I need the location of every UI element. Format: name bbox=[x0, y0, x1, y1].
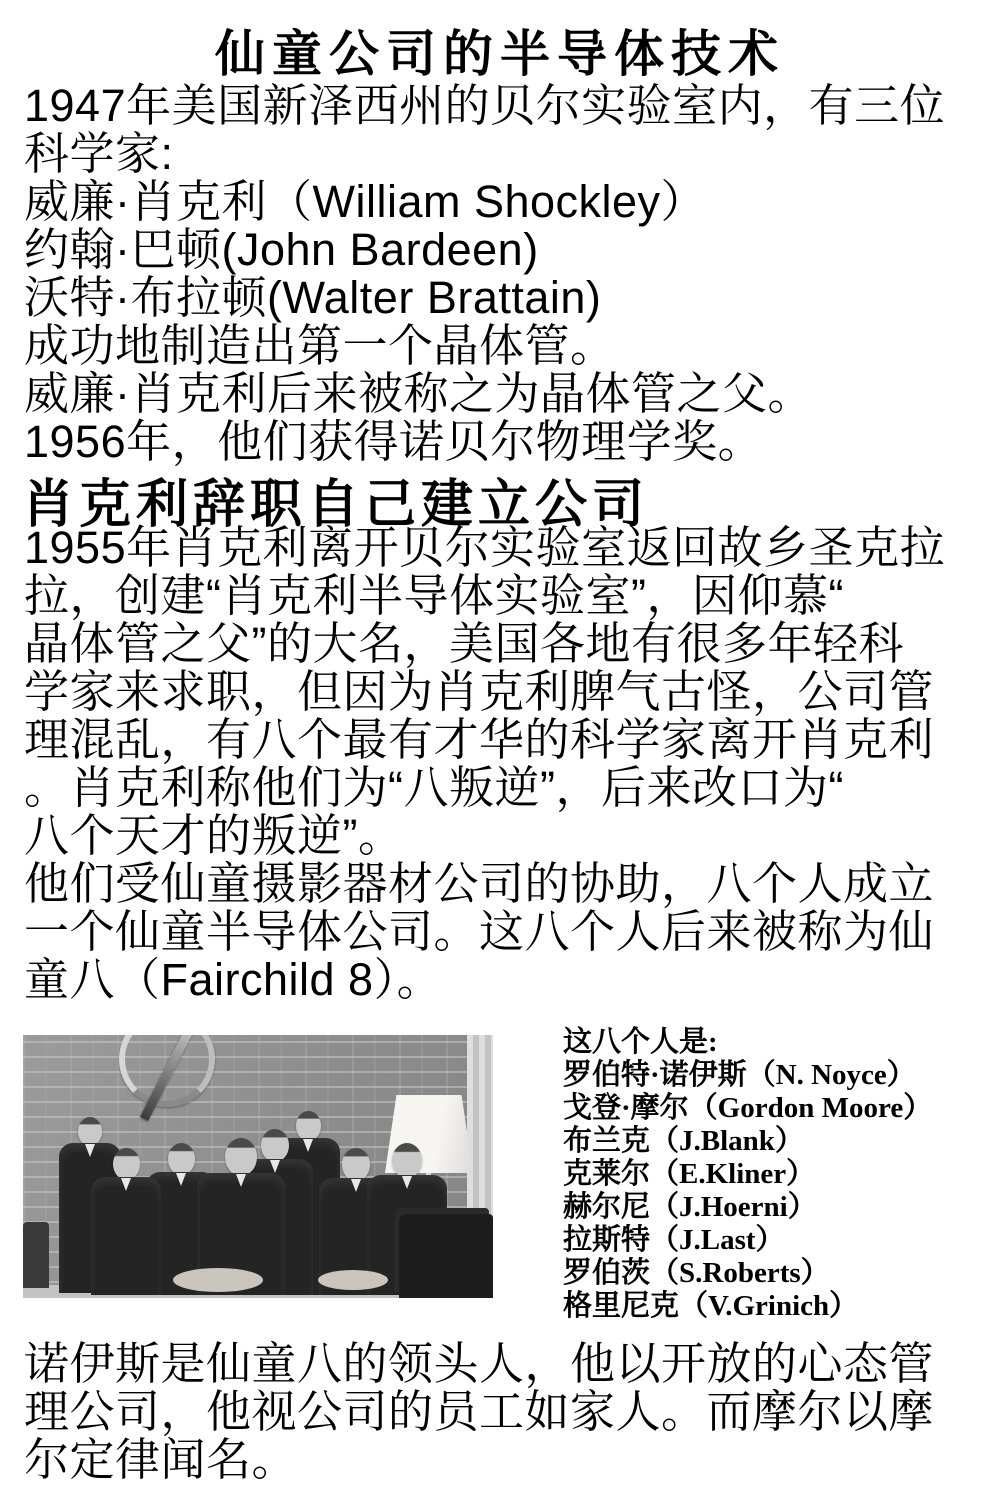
ottoman bbox=[318, 1270, 388, 1290]
section-heading: 肖克利辞职自己建立公司 bbox=[22, 477, 650, 534]
text-line: 成功地制造出第一个晶体管。 bbox=[24, 320, 616, 371]
founder-item: 布兰克（J.Blank） bbox=[563, 1125, 804, 1157]
section-paragraph bbox=[24, 524, 945, 1004]
person-head bbox=[225, 1138, 257, 1176]
founder-item: 克莱尔（E.Kliner） bbox=[563, 1158, 816, 1190]
text-line: 诺伊斯是仙童八的领头人，他以开放的心态管 bbox=[24, 1338, 935, 1389]
text-line: 1947年美国新泽西州的贝尔实验室内，有三位 bbox=[24, 80, 946, 131]
fairchild-eight-photo bbox=[23, 1035, 493, 1298]
armchair bbox=[399, 1214, 493, 1298]
text-line: 1956年，他们获得诺贝尔物理学奖。 bbox=[24, 416, 764, 467]
person-head bbox=[78, 1117, 102, 1146]
founder-item: 戈登·摩尔（Gordon Moore） bbox=[563, 1092, 933, 1124]
text-line: 。肖克利称他们为“八叛逆”，后来改口为“ bbox=[24, 762, 844, 813]
founder-item: 罗伯特·诺伊斯（N. Noyce） bbox=[563, 1059, 916, 1091]
founder-item: 罗伯茨（S.Roberts） bbox=[563, 1257, 830, 1289]
text-line: 理公司，他视公司的员工如家人。而摩尔以摩 bbox=[24, 1386, 935, 1437]
text-line: 一个仙童半导体公司。这八个人后来被称为仙 bbox=[24, 906, 935, 957]
text-line: 尔定律闻名。 bbox=[24, 1434, 298, 1485]
closing-paragraph bbox=[24, 1340, 934, 1484]
person-head bbox=[113, 1148, 140, 1180]
founder-item: 拉斯特（J.Last） bbox=[563, 1224, 785, 1256]
text-line: 童八（Fairchild 8）。 bbox=[24, 954, 443, 1005]
founders-list-intro: 这八个人是: bbox=[563, 1026, 718, 1058]
text-line: 晶体管之父”的大名，美国各地有很多年轻科 bbox=[24, 618, 904, 669]
text-line: 理混乱，有八个最有才华的科学家离开肖克利 bbox=[24, 714, 935, 765]
ottoman bbox=[173, 1268, 263, 1292]
text-line: 科学家: bbox=[24, 128, 174, 179]
text-line: 学家来求职，但因为肖克利脾气古怪，公司管 bbox=[24, 666, 935, 717]
founder-item: 格里尼克（V.Grinich） bbox=[563, 1290, 859, 1322]
text-line: 1955年肖克利离开贝尔实验室返回故乡圣克拉 bbox=[24, 522, 946, 573]
person-head bbox=[168, 1143, 195, 1175]
text-line: 拉，创建“肖克利半导体实验室”，因仰慕“ bbox=[24, 570, 844, 621]
founders-list bbox=[563, 1026, 932, 1323]
page-title: 仙童公司的半导体技术 bbox=[215, 26, 785, 82]
text-line: 威廉·肖克利后来被称之为晶体管之父。 bbox=[24, 368, 813, 419]
text-line: 沃特·布拉顿(Walter Brattain) bbox=[24, 272, 602, 323]
person-suit bbox=[91, 1177, 161, 1295]
intro-paragraph bbox=[24, 82, 945, 466]
person-head bbox=[342, 1148, 370, 1181]
text-line: 八个天才的叛逆”。 bbox=[24, 810, 404, 861]
text-line: 他们受仙童摄影器材公司的协助，八个人成立 bbox=[24, 858, 935, 909]
person-head bbox=[392, 1143, 422, 1178]
person-figure bbox=[91, 1148, 161, 1295]
text-line: 约翰·巴顿(John Bardeen) bbox=[24, 224, 539, 275]
side-object bbox=[23, 1222, 49, 1288]
text-line: 威廉·肖克利（William Shockley） bbox=[24, 176, 707, 227]
founder-item: 赫尔尼（J.Hoerni） bbox=[563, 1191, 817, 1223]
